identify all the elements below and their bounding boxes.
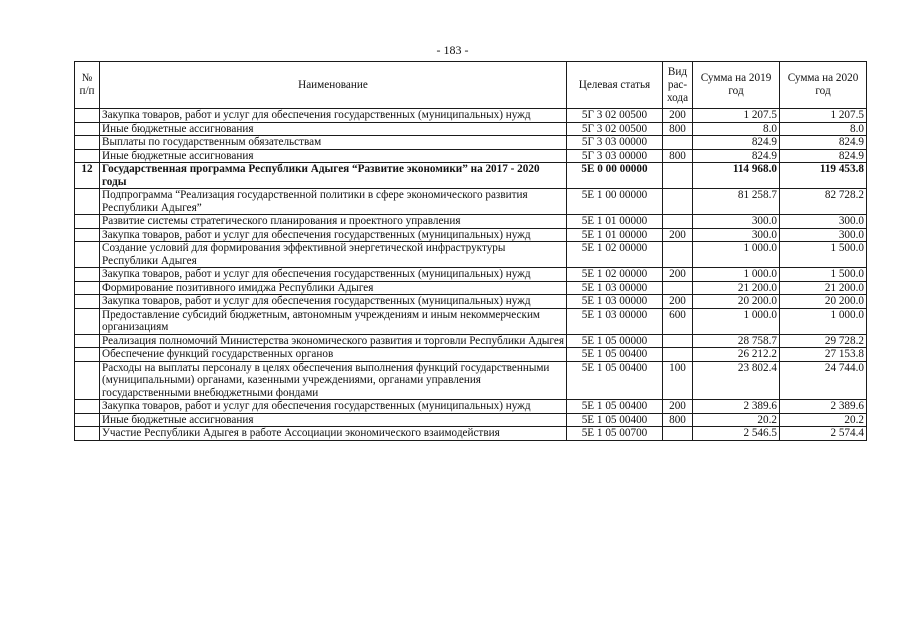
cell-name: Закупка товаров, работ и услуг для обеспечения государственных (муниципальных) нужд — [100, 109, 567, 123]
table-row — [75, 268, 867, 282]
cell-code: 5Е 1 05 00400 — [567, 348, 663, 362]
cell-num — [75, 361, 100, 400]
cell-code: 5Е 1 01 00000 — [567, 215, 663, 229]
cell-name: Закупка товаров, работ и услуг для обеспечения государственных (муниципальных) нужд — [100, 228, 567, 242]
budget-table — [74, 61, 867, 441]
cell-kind — [663, 189, 693, 215]
cell-num — [75, 149, 100, 163]
cell-kind: 200 — [663, 295, 693, 309]
cell-num — [75, 413, 100, 427]
cell-kind: 600 — [663, 308, 693, 334]
cell-sum-2020: 824.9 — [780, 149, 867, 163]
cell-num — [75, 348, 100, 362]
cell-name: Закупка товаров, работ и услуг для обеспечения государственных (муниципальных) нужд — [100, 268, 567, 282]
cell-sum-2019: 824.9 — [693, 136, 780, 150]
cell-kind — [663, 334, 693, 348]
cell-code: 5Е 1 05 00400 — [567, 413, 663, 427]
cell-name: Выплаты по государственным обязательствам — [100, 136, 567, 150]
cell-sum-2020: 8.0 — [780, 122, 867, 136]
cell-code: 5Е 1 03 00000 — [567, 295, 663, 309]
cell-name: Предоставление субсидий бюджетным, автономным учреждениям и иным некоммерческим организациям — [100, 308, 567, 334]
cell-num — [75, 215, 100, 229]
cell-sum-2020: 29 728.2 — [780, 334, 867, 348]
cell-sum-2020: 300.0 — [780, 215, 867, 229]
cell-name: Расходы на выплаты персоналу в целях обеспечения выполнения функций государственными (муниципальными) органами, казенными учреждениями, органами управления государственными внебюджетными фондами — [100, 361, 567, 400]
cell-kind — [663, 136, 693, 150]
cell-sum-2019: 8.0 — [693, 122, 780, 136]
cell-sum-2020: 21 200.0 — [780, 281, 867, 295]
cell-sum-2019: 114 968.0 — [693, 163, 780, 189]
cell-sum-2019: 20.2 — [693, 413, 780, 427]
cell-kind: 800 — [663, 149, 693, 163]
cell-num — [75, 228, 100, 242]
cell-code: 5Е 1 03 00000 — [567, 281, 663, 295]
cell-kind — [663, 215, 693, 229]
cell-sum-2019: 21 200.0 — [693, 281, 780, 295]
cell-name: Закупка товаров, работ и услуг для обеспечения государственных (муниципальных) нужд — [100, 295, 567, 309]
table-row — [75, 109, 867, 123]
cell-sum-2020: 82 728.2 — [780, 189, 867, 215]
cell-kind: 200 — [663, 228, 693, 242]
cell-code: 5Г 3 03 00000 — [567, 136, 663, 150]
table-row — [75, 295, 867, 309]
cell-num: 12 — [75, 163, 100, 189]
cell-name: Развитие системы стратегического планирования и проектного управления — [100, 215, 567, 229]
cell-kind: 800 — [663, 122, 693, 136]
cell-kind — [663, 281, 693, 295]
cell-num — [75, 122, 100, 136]
cell-kind — [663, 242, 693, 268]
cell-kind: 100 — [663, 361, 693, 400]
header-sum-2019: Сумма на 2019 год — [693, 62, 780, 109]
cell-num — [75, 308, 100, 334]
table-row — [75, 163, 867, 189]
table-row — [75, 122, 867, 136]
cell-sum-2019: 824.9 — [693, 149, 780, 163]
cell-sum-2019: 2 546.5 — [693, 427, 780, 441]
cell-code: 5Г 3 02 00500 — [567, 109, 663, 123]
table-row — [75, 413, 867, 427]
cell-num — [75, 400, 100, 414]
cell-sum-2019: 300.0 — [693, 215, 780, 229]
cell-num — [75, 189, 100, 215]
cell-kind — [663, 163, 693, 189]
cell-name: Иные бюджетные ассигнования — [100, 149, 567, 163]
cell-kind — [663, 348, 693, 362]
cell-sum-2019: 20 200.0 — [693, 295, 780, 309]
cell-code: 5Г 3 03 00000 — [567, 149, 663, 163]
cell-sum-2020: 119 453.8 — [780, 163, 867, 189]
cell-name: Формирование позитивного имиджа Республики Адыгея — [100, 281, 567, 295]
cell-num — [75, 109, 100, 123]
table-row — [75, 215, 867, 229]
cell-sum-2019: 300.0 — [693, 228, 780, 242]
header-code: Целевая статья — [567, 62, 663, 109]
cell-code: 5Е 1 05 00700 — [567, 427, 663, 441]
cell-name: Закупка товаров, работ и услуг для обеспечения государственных (муниципальных) нужд — [100, 400, 567, 414]
cell-sum-2019: 23 802.4 — [693, 361, 780, 400]
cell-sum-2019: 1 000.0 — [693, 308, 780, 334]
table-row — [75, 136, 867, 150]
cell-name: Участие Республики Адыгея в работе Ассоциации экономического взаимодействия — [100, 427, 567, 441]
cell-num — [75, 242, 100, 268]
table-row — [75, 308, 867, 334]
table-body — [75, 109, 867, 441]
cell-name: Реализация полномочий Министерства экономического развития и торговли Республики Адыгея — [100, 334, 567, 348]
cell-code: 5Е 1 02 00000 — [567, 268, 663, 282]
cell-kind: 200 — [663, 400, 693, 414]
table-row — [75, 400, 867, 414]
cell-sum-2019: 1 207.5 — [693, 109, 780, 123]
table-row — [75, 228, 867, 242]
cell-num — [75, 281, 100, 295]
cell-name: Иные бюджетные ассигнования — [100, 413, 567, 427]
cell-code: 5Г 3 02 00500 — [567, 122, 663, 136]
table-row — [75, 149, 867, 163]
header-sum-2020: Сумма на 2020 год — [780, 62, 867, 109]
cell-sum-2020: 2 574.4 — [780, 427, 867, 441]
cell-sum-2020: 20 200.0 — [780, 295, 867, 309]
cell-num — [75, 334, 100, 348]
table-row — [75, 361, 867, 400]
cell-code: 5Е 1 05 00000 — [567, 334, 663, 348]
cell-code: 5Е 1 03 00000 — [567, 308, 663, 334]
cell-sum-2019: 81 258.7 — [693, 189, 780, 215]
cell-sum-2020: 24 744.0 — [780, 361, 867, 400]
cell-name: Создание условий для формирования эффективной энергетической инфраструктуры Республики Адыгея — [100, 242, 567, 268]
cell-sum-2020: 2 389.6 — [780, 400, 867, 414]
cell-kind: 200 — [663, 268, 693, 282]
header-name: Наименование — [100, 62, 567, 109]
cell-sum-2020: 1 207.5 — [780, 109, 867, 123]
cell-code: 5Е 1 00 00000 — [567, 189, 663, 215]
cell-kind: 200 — [663, 109, 693, 123]
table-row — [75, 334, 867, 348]
cell-code: 5Е 0 00 00000 — [567, 163, 663, 189]
cell-code: 5Е 1 05 00400 — [567, 400, 663, 414]
cell-sum-2020: 1 500.0 — [780, 242, 867, 268]
cell-kind: 800 — [663, 413, 693, 427]
cell-num — [75, 427, 100, 441]
cell-name: Иные бюджетные ассигнования — [100, 122, 567, 136]
cell-name: Государственная программа Республики Адыгея “Развитие экономики” на 2017 - 2020 годы — [100, 163, 567, 189]
cell-name: Подпрограмма “Реализация государственной политики в сфере экономического развития Республики Адыгея” — [100, 189, 567, 215]
table-row — [75, 242, 867, 268]
table-row — [75, 281, 867, 295]
cell-sum-2019: 28 758.7 — [693, 334, 780, 348]
cell-sum-2020: 1 500.0 — [780, 268, 867, 282]
table-row — [75, 427, 867, 441]
cell-num — [75, 295, 100, 309]
cell-sum-2019: 1 000.0 — [693, 268, 780, 282]
cell-sum-2020: 300.0 — [780, 228, 867, 242]
cell-sum-2019: 26 212.2 — [693, 348, 780, 362]
table-row — [75, 189, 867, 215]
cell-sum-2020: 27 153.8 — [780, 348, 867, 362]
cell-sum-2020: 1 000.0 — [780, 308, 867, 334]
cell-code: 5Е 1 02 00000 — [567, 242, 663, 268]
cell-num — [75, 268, 100, 282]
cell-code: 5Е 1 01 00000 — [567, 228, 663, 242]
cell-kind — [663, 427, 693, 441]
cell-name: Обеспечение функций государственных органов — [100, 348, 567, 362]
cell-num — [75, 136, 100, 150]
page-number: - 183 - — [436, 43, 469, 57]
cell-code: 5Е 1 05 00400 — [567, 361, 663, 400]
cell-sum-2019: 1 000.0 — [693, 242, 780, 268]
cell-sum-2019: 2 389.6 — [693, 400, 780, 414]
header-num: № п/п — [75, 62, 100, 109]
header-kind: Вид рас-хода — [663, 62, 693, 109]
cell-sum-2020: 824.9 — [780, 136, 867, 150]
cell-sum-2020: 20.2 — [780, 413, 867, 427]
table-row — [75, 348, 867, 362]
table-header — [75, 62, 867, 109]
